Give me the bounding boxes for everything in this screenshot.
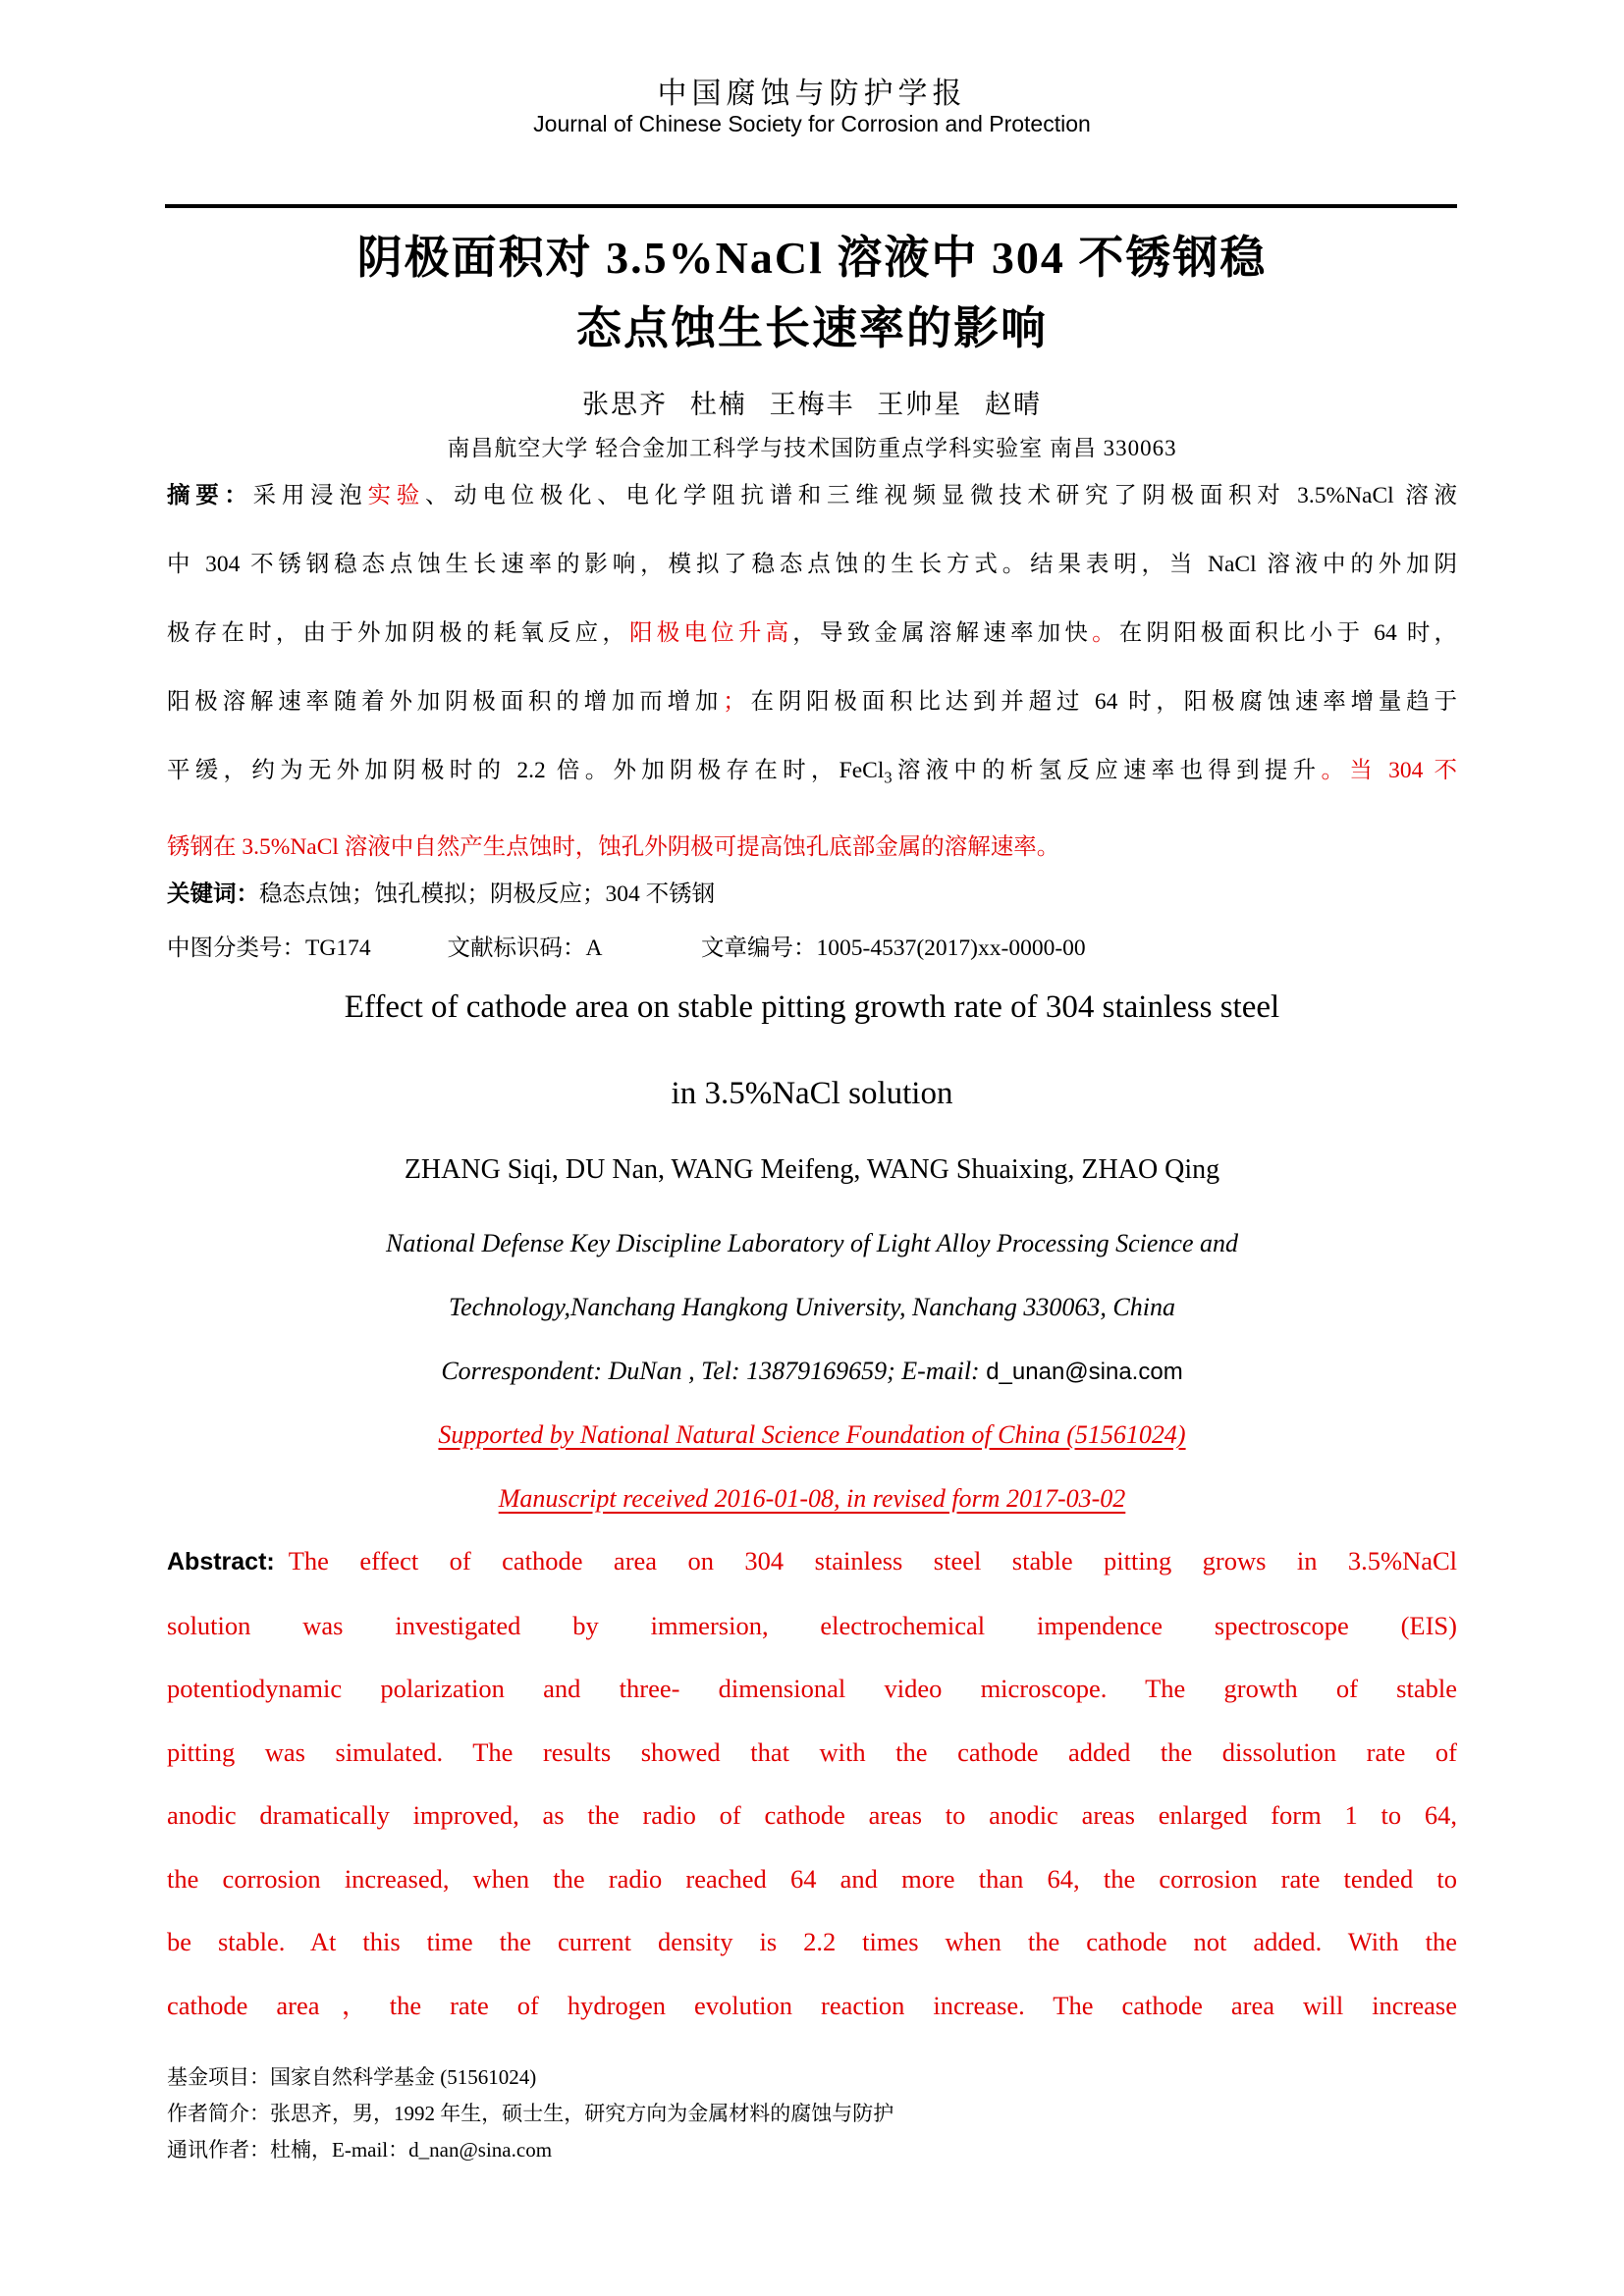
correspondent-info: Correspondent: DuNan , Tel: 13879169659; E-mail: (441, 1357, 980, 1385)
abstract-en-line (167, 1529, 1457, 1594)
footnote-author-bio: 作者简介：张思齐，男，1992 年生，硕士生，研究方向为金属材料的腐蚀与防护 (167, 2102, 894, 2125)
keywords-line (167, 860, 1457, 929)
abstract-cn (167, 461, 1457, 881)
affiliation-en-line2: Technology,Nanchang Hangkong University, Nanchang 330063, China (449, 1293, 1175, 1321)
paper-title-en-line2: in 3.5%NaCl solution (671, 1076, 953, 1111)
manuscript-dates: Manuscript received 2016-01-08, in revised form 2017-03-02 (498, 1484, 1126, 1513)
classification-line (167, 931, 1457, 966)
journal-title-en: Journal of Chinese Society for Corrosion and Protection (533, 111, 1091, 136)
abstract-en-line: pitting was simulated. The results showed that with the cathode added the dissolution rate of (167, 1736, 1457, 1767)
abstract-cn-line: 平缓，约为无外加阴极时的 2.2 倍。外加阴极存在时，FeCl$_3$溶液中的析氢反应速率也得到提升。当 304 不 (167, 758, 1458, 787)
footnote-funding: 基金项目：国家自然科学基金 (51561024) (167, 2065, 537, 2089)
correspondent-line (0, 1357, 1624, 1386)
abstract-cn-line: 中 304 不锈钢稳态点蚀生长速率的影响，模拟了稳态点蚀的生长方式。结果表明，当 NaCl 溶液中的外加阴 (167, 552, 1457, 577)
journal-title-cn: 中国腐蚀与防护学报 (657, 78, 967, 110)
keywords-text: 稳态点蚀；蚀孔模拟；阴极反应；304 不锈钢 (259, 881, 716, 907)
clc-number: 中图分类号：TG174 (167, 935, 371, 961)
footnotes (167, 2059, 1457, 2168)
abstract-en-line: be stable. At this time the current density is 2.2 times when the cathode not added. With the (167, 1927, 1457, 1956)
footnote-corresponding-author: 通讯作者：杜楠，E-mail：d_nan@sina.com (167, 2138, 553, 2162)
document-code: 文献标识码：A (447, 935, 602, 961)
abstract-en-line: potentiodynamic polarization and three- dimensional video microscope. The growth of stable (167, 1674, 1457, 1703)
paper-title-cn-line1: 阴极面积对 3.5%NaCl 溶液中 304 不锈钢稳 (356, 233, 1268, 283)
abstract-cn-line: 极存在时，由于外加阴极的耗氧反应，阳极电位升高，导致金属溶解速率加快。在阴阳极面积比小于 64 时， (167, 620, 1458, 646)
abstract-en-line: solution was investigated by immersion, electrochemical impendence spectroscope (EIS) (167, 1610, 1457, 1640)
abstract-en (167, 1529, 1457, 2037)
header-divider-rule (165, 204, 1457, 208)
abstract-cn-line: 阳极溶解速率随着外加阴极面积的增加而增加；在阴阳极面积比达到并超过 64 时，阳极腐蚀速率增量趋于 (167, 689, 1458, 715)
abstract-cn-line: 锈钢在 3.5%NaCl 溶液中自然产生点蚀时，蚀孔外阴极可提高蚀孔底部金属的溶解速率。 (167, 833, 1060, 860)
abstract-en-text: The effect of cathode area on 304 stainless steel stable pitting grows in 3.5%NaCl (288, 1546, 1457, 1575)
correspondent-email: d_unan@sina.com (986, 1359, 1183, 1385)
authors-cn: 张思齐 杜楠 王梅丰 王帅星 赵晴 (582, 390, 1042, 419)
affiliation-en-line1: National Defense Key Discipline Laboratory of Light Alloy Processing Science and (386, 1229, 1238, 1257)
abstract-en-line: cathode area，the rate of hydrogen evolution reaction increase. The cathode area will increase (167, 1990, 1457, 2020)
authors-en: ZHANG Siqi, DU Nan, WANG Meifeng, WANG Shuaixing, ZHAO Qing (404, 1154, 1220, 1185)
funding-statement-en: Supported by National Natural Science Foundation of China (51561024) (438, 1420, 1186, 1449)
abstract-cn-line: 摘要：采用浸泡实验、动电位极化、电化学阻抗谱和三维视频显微技术研究了阴极面积对 3.5%NaCl 溶液 (167, 483, 1457, 508)
abstract-en-line: anodic dramatically improved, as the radio of cathode areas to anodic areas enlarged form 1 to 64, (167, 1800, 1457, 1830)
affiliation-cn: 南昌航空大学 轻合金加工科学与技术国防重点学科实验室 南昌 330063 (447, 436, 1177, 460)
abstract-en-line: the corrosion increased, when the radio reached 64 and more than 64, the corrosion rate tended to (167, 1863, 1457, 1894)
article-id: 文章编号：1005-4537(2017)xx-0000-00 (701, 935, 1086, 961)
paper-title-cn-line2: 态点蚀生长速率的影响 (576, 303, 1048, 353)
paper-title-en-line1: Effect of cathode area on stable pitting growth rate of 304 stainless steel (344, 989, 1280, 1025)
abstract-en-label: Abstract: (167, 1548, 275, 1575)
keywords-label: 关键词： (167, 881, 259, 907)
